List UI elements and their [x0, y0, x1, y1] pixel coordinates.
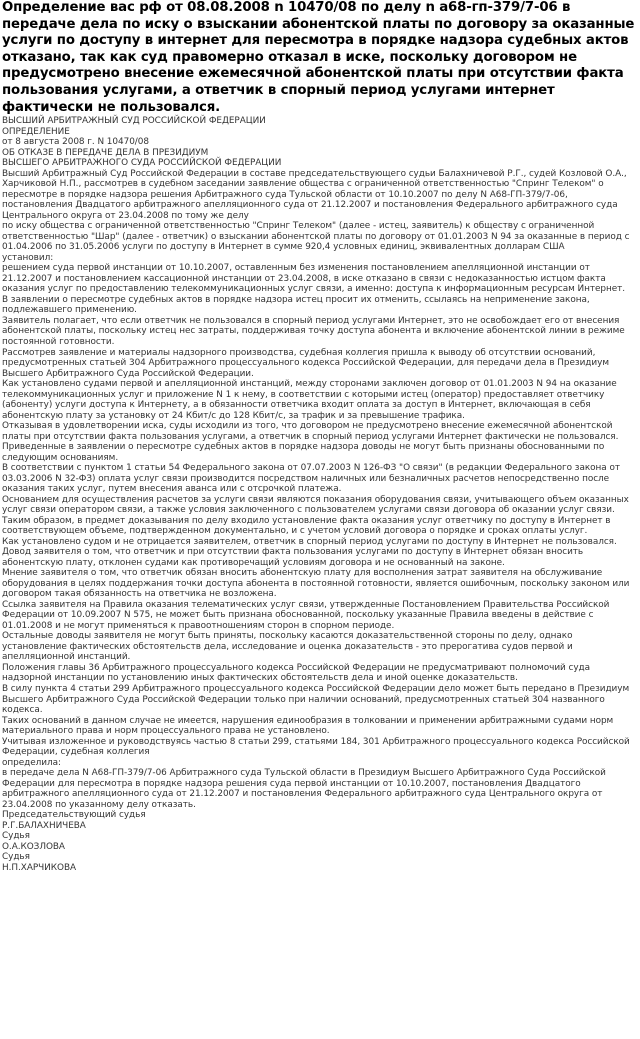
document-paragraph: В соответствии с пунктом 1 статьи 54 Федерального закона от 07.07.2003 N 126-ФЗ "О связи" (в редакции Федерального закона от 03.03.2006 N 32-ФЗ) оплата услуг связи производится посредством наличных или безналичных расчетов непосредственно после оказания таких услуг, путем внесения аванса или с отсрочкой платежа. [2, 463, 620, 495]
document-paragraph: Как установлено судами первой и апелляционной инстанций, между сторонами заключен договор от 01.01.2003 N 94 на оказание телекоммуникационных услуг и приложение N 1 к нему, в соответствии с которыми истец (оператор) предоставляет ответчику (абоненту) услуги доступа к Интернету, а в обязанности ответчика входит оплата за доступ в Интернет, включающая в себя абонентскую плату за установку от 24 Кбит/с до 128 Кбит/с, за трафик и за превышение трафика. [2, 379, 617, 421]
document-paragraph: от 8 августа 2008 г. N 10470/08 [2, 137, 149, 148]
document-paragraph: Остальные доводы заявителя не могут быть приняты, поскольку касаются доказательственной стороны по делу, однако установление фактических обстоятельств дела, исследование и оценка доказательств - это прерогатива судов первой и апелляционной инстанций. [2, 631, 573, 663]
document-paragraph: Учитывая изложенное и руководствуясь частью 8 статьи 299, статьями 184, 301 Арбитражного процессуального кодекса Российской Федерации, судебная коллегия [2, 736, 630, 758]
document-paragraph: Положения главы 36 Арбитражного процессуального кодекса Российской Федерации не предусматривают полномочий суда надзорной инстанции по установлению иных фактических обстоятельств дела и иной оценке доказательств. [2, 662, 591, 684]
document-paragraph: Рассмотрев заявление и материалы надзорного производства, судебная коллегия пришла к выводу об отсутствии оснований, предусмотренных статьей 304 Арбитражного процессуального кодекса Российской Федерации, для передачи дела в Президиум Высшего Арбитражного Суда Российской Федерации. [2, 347, 609, 379]
document-paragraph: Ссылка заявителя на Правила оказания телематических услуг связи, утвержденные Постановлением Правительства Российской Федерации от 10.09.2007 N 575, не может быть признана обоснованной, поскольку указанные Правила введены в действие с 01.01.2008 и не могут применяться к правоотношениям сторон в спорном периоде. [2, 599, 610, 631]
document-paragraph: Председательствующий судья [2, 810, 146, 821]
document-paragraph: в передаче дела N А68-ГП-379/7-06 Арбитражного суда Тульской области в Президиум Высшего Арбитражного Суда Российской Федерации для пересмотра в порядке надзора решения суда первой инстанции от 10.10.2007, постановления Двадцатого арбитражного апелляционного суда от 21.12.2007 и постановления Федерального арбитражного суда Центрального округа от 23.04.2008 по указанному делу отказать. [2, 768, 606, 810]
document-paragraph: Н.П.ХАРЧИКОВА [2, 862, 77, 873]
document-paragraph: ОБ ОТКАЗЕ В ПЕРЕДАЧЕ ДЕЛА В ПРЕЗИДИУМ [2, 147, 209, 158]
document-paragraph: Судья [2, 852, 30, 863]
document-paragraph: установил: [2, 252, 54, 263]
document-paragraph: по иску общества с ограниченной ответственностью "Спринг Телеком" (далее - истец, заявитель) к обществу с ограниченной ответственностью "Шар" (далее - ответчик) о взыскании абонентской платы по договору от 01.01.2003 N 94 за оказанные в период с 01.04.2006 по 31.05.2006 услуги по доступу в Интернет в сумме 920,4 условных единиц, эквивалентных долларам США [2, 221, 630, 253]
document-paragraph: решением суда первой инстанции от 10.10.2007, оставленным без изменения постановлением апелляционной инстанции от 21.12.2007 и постановлением кассационной инстанции от 23.04.2008, в иске отказано в связи с недоказанностью истцом факта оказания услуг по предоставлению телекоммуникационных услуг связи, а именно: доступа к информационным ресурсам Интернет. [2, 263, 626, 295]
document-paragraph: Таких оснований в данном случае не имеется, нарушения единообразия в толковании и применении арбитражными судами норм материального права и норм процессуального права не установлено. [2, 715, 614, 737]
document-paragraph: Таким образом, в предмет доказывания по делу входило установление факта оказания услуг ответчику по доступу в Интернет в соответствующем объеме, подтвержденном документально, и с учетом условий договора о порядке и сроках оплаты услуг. [2, 515, 611, 537]
document-paragraph: ОПРЕДЕЛЕНИЕ [2, 126, 70, 137]
document-body [2, 116, 637, 873]
document-paragraph: определила: [2, 757, 61, 768]
document-paragraph: Довод заявителя о том, что ответчик и при отсутствии факта пользования услугами по доступу в Интернет обязан вносить абонентскую плату, отклонен судами как противоречащий условиям договора и не основанный на законе. [2, 547, 584, 568]
document-title: Определение вас рф от 08.08.2008 n 10470/08 по делу n а68-гп-379/7-06 в передаче дела по иску о взыскании абонентской платы по договору за оказанные услуги по доступу в интернет для пересмотра в порядке надзора судебных актов отказано, так как суд правомерно отказал в иске, поскольку договором не предусмотрено внесение ежемесячной абонентской платы при отсутствии факта пользования услугами, а ответчик в спорный период услугами интернет фактически не пользовался. [2, 0, 635, 115]
document-paragraph: Основанием для осуществления расчетов за услуги связи являются показания оборудования связи, учитывающего объем оказанных услуг связи оператором связи, а также условия заключенного с пользователем услугами связи договора об оказании услуг связи. [2, 494, 629, 516]
document-paragraph: Судья [2, 831, 30, 842]
document-paragraph: Высший Арбитражный Суд Российской Федерации в составе председательствующего судьи Балахничевой Р.Г., судей Козловой О.А., Харчиковой Н.П., рассмотрев в судебном заседании заявление общества с ограниченной ответственностью "Спринг Телеком" о пересмотре в порядке надзора решения Арбитражного суда Тульской области от 10.10.2007 по делу N А68-ГП-379/7-06, постановления Двадцатого арбитражного апелляционного суда от 21.12.2007 и постановления Федерального арбитражного суда Центрального округа от 23.04.2008 по тому же делу [2, 168, 627, 221]
document-paragraph: Мнение заявителя о том, что ответчик обязан вносить абонентскую плату для восполнения затрат заявителя на обслуживание оборудования в целях поддержания точки доступа абонента в постоянной готовности, является ошибочным, поскольку законом или договором такая обязанность на ответчика не возложена. [2, 568, 630, 600]
document-paragraph: Как установлено судом и не отрицается заявителем, ответчик в спорный период услугами по доступу в Интернет не пользовался. [2, 536, 617, 547]
document-paragraph: Заявитель полагает, что если ответчик не пользовался в спорный период услугами Интернет, это не освобождает его от внесения абонентской платы, поскольку истец нес затраты, поддерживая точку доступа абонента и включение абонентской линии в режиме постоянной готовности. [2, 315, 625, 347]
document-paragraph: В заявлении о пересмотре судебных актов в порядке надзора истец просит их отменить, ссылаясь на неприменение закона, подлежавшего применению. [2, 294, 590, 316]
document-paragraph: О.А.КОЗЛОВА [2, 841, 65, 852]
document-paragraph: ВЫСШИЙ АРБИТРАЖНЫЙ СУД РОССИЙСКОЙ ФЕДЕРАЦИИ [2, 116, 266, 127]
document-paragraph: Приведенные в заявлении о пересмотре судебных актов в порядке надзора доводы не могут быть признаны обоснованными по следующим основаниям. [2, 442, 605, 463]
document-paragraph: В силу пункта 4 статьи 299 Арбитражного процессуального кодекса Российской Федерации дело может быть передано в Президиум Высшего Арбитражного Суда Российской Федерации только при наличии оснований, предусмотренных статьей 304 названного кодекса. [2, 684, 630, 716]
document-paragraph: ВЫСШЕГО АРБИТРАЖНОГО СУДА РОССИЙСКОЙ ФЕДЕРАЦИИ [2, 158, 282, 169]
document-paragraph: Отказывая в удовлетворении иска, суды исходили из того, что договором не предусмотрено внесение ежемесячной абонентской платы при отсутствии факта пользования услугами, а ответчик в спорный период услугами Интернет фактически не пользовался. [2, 421, 619, 442]
document-paragraph: Р.Г.БАЛАХНИЧЕВА [2, 820, 86, 831]
